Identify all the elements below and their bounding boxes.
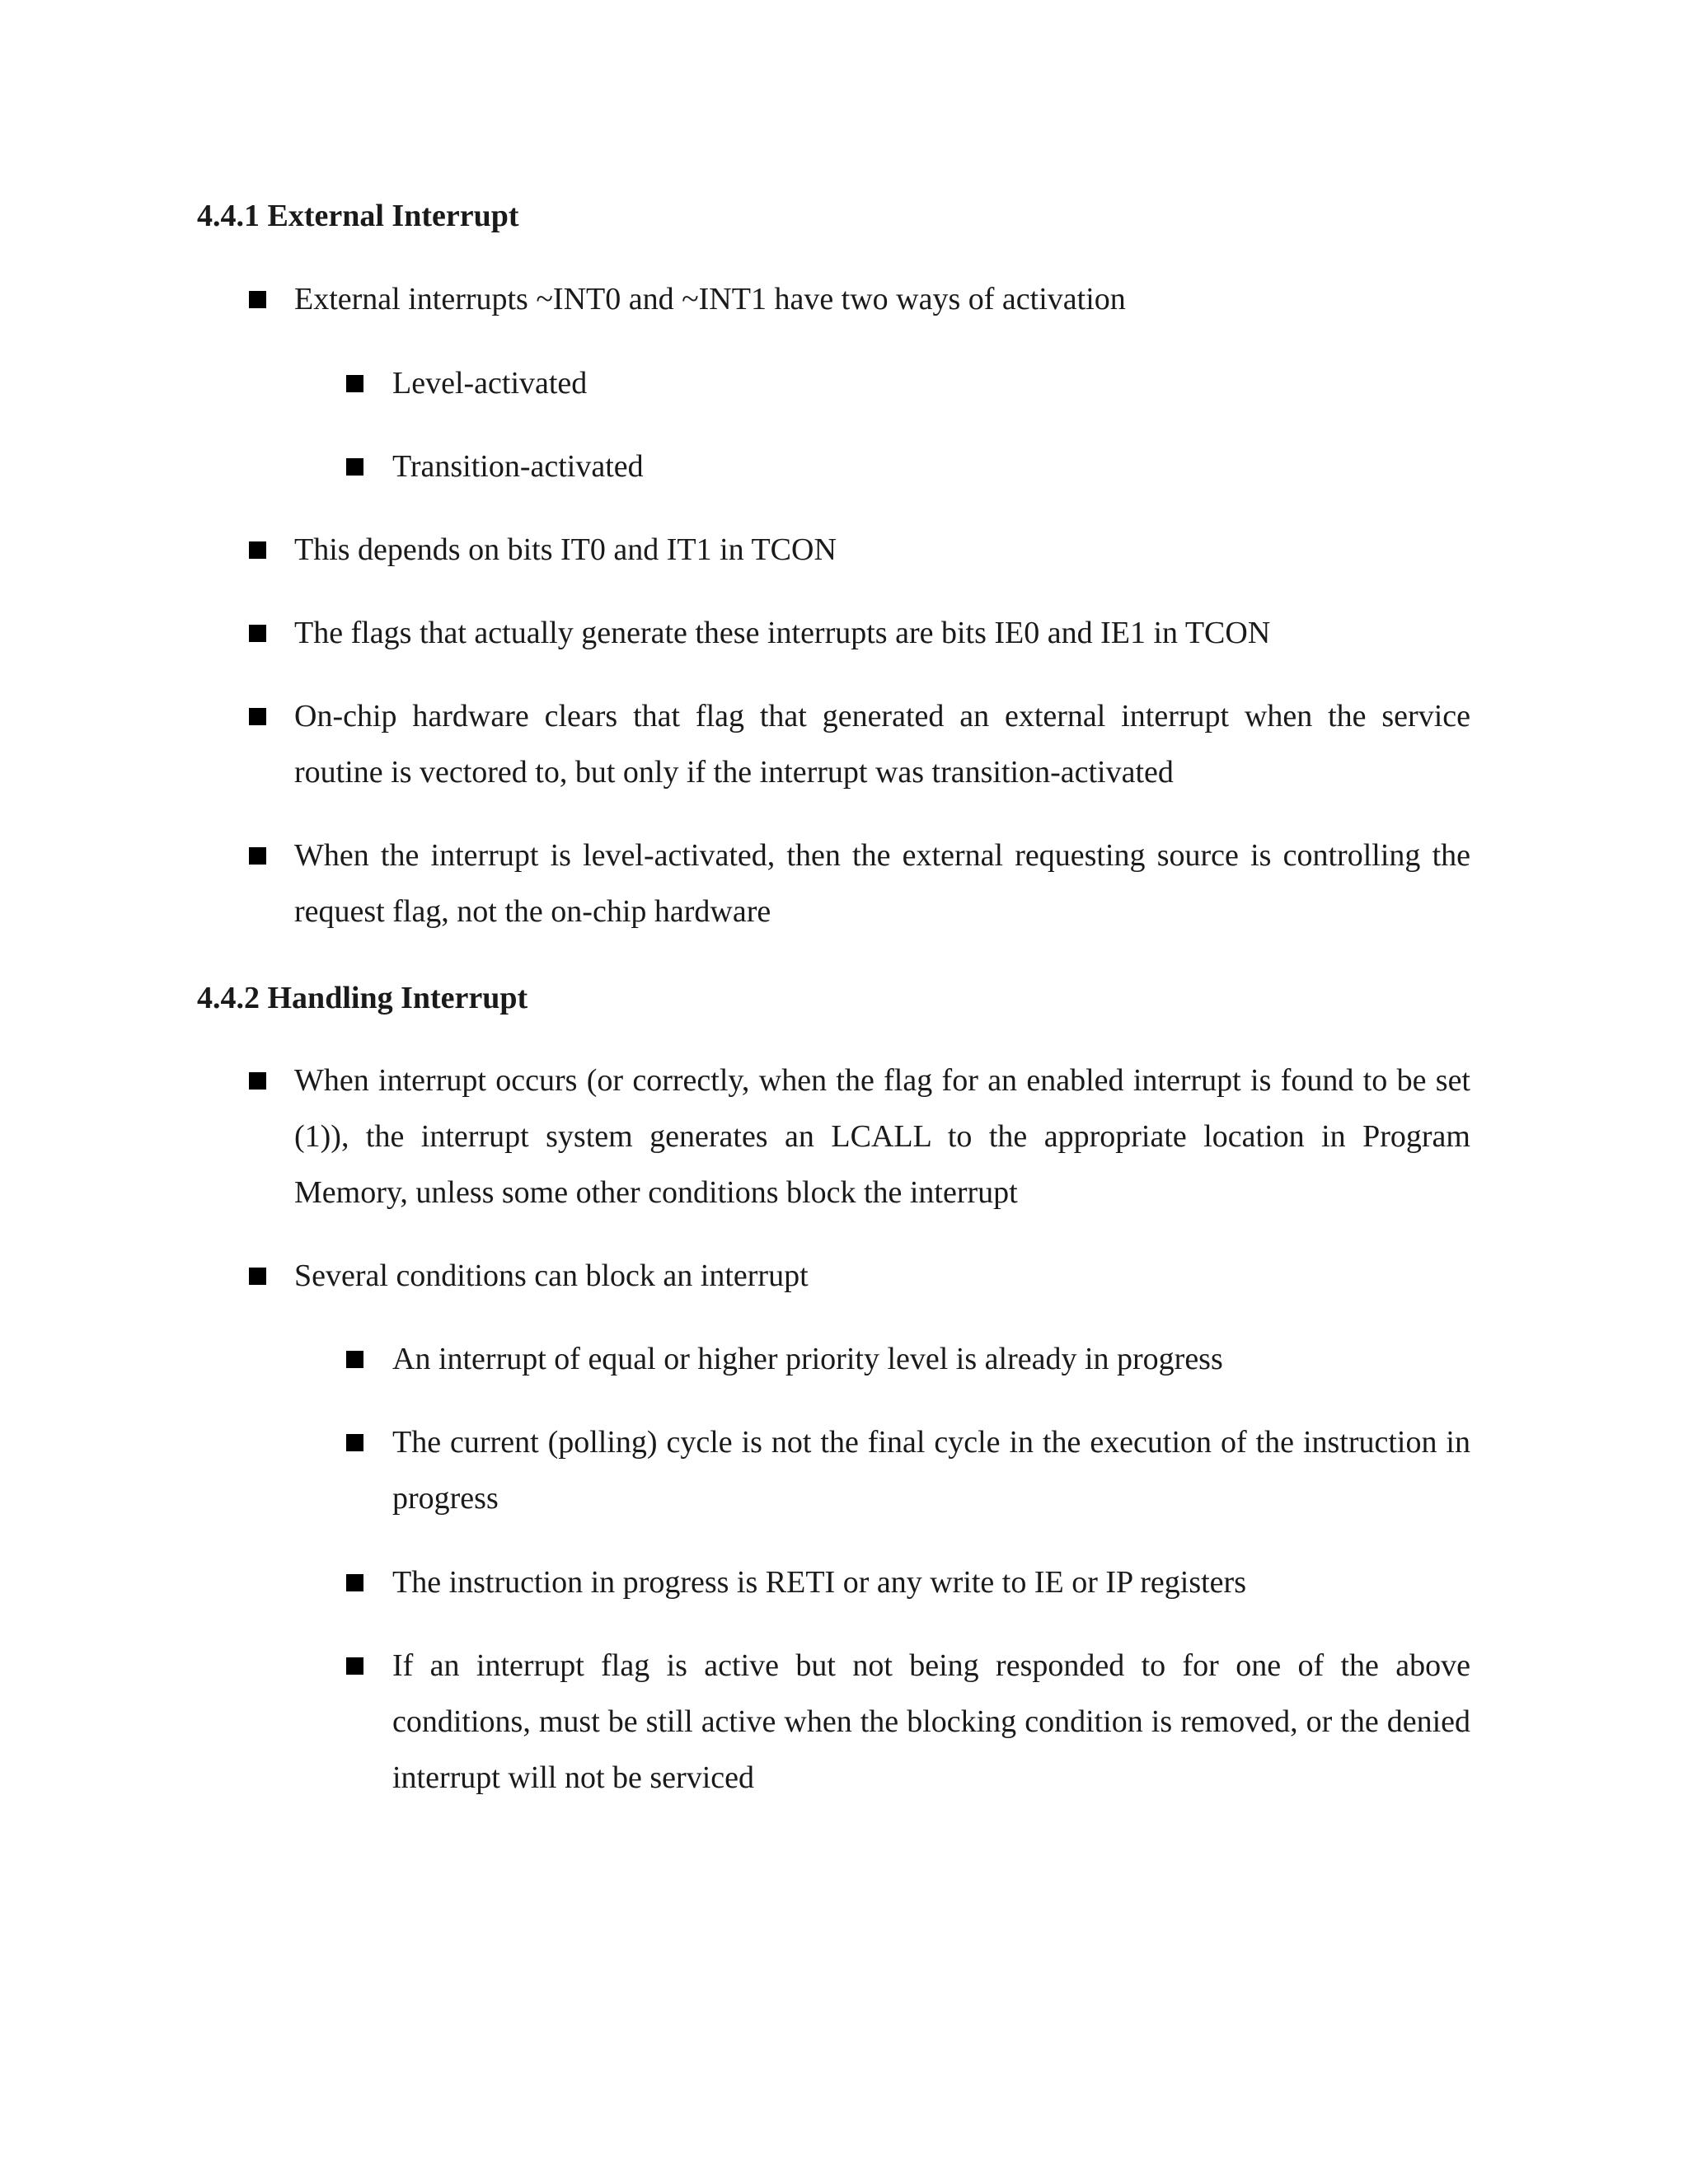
list-item-text: When interrupt occurs (or correctly, when the flag for an enabled interrupt is found to be set (1)), the interrupt system generates an LCALL to the appropriate location in Program Memory, unless some other conditions block the interrupt xyxy=(294,1063,1470,1210)
square-bullet-icon xyxy=(346,1574,363,1591)
list-item xyxy=(294,1248,1470,1304)
square-bullet-icon xyxy=(346,1434,363,1451)
list-item xyxy=(392,1414,1470,1526)
square-bullet-icon xyxy=(346,1657,363,1675)
list-item xyxy=(392,1638,1470,1806)
square-bullet-icon xyxy=(346,458,363,476)
square-bullet-icon xyxy=(346,1351,363,1368)
list-item xyxy=(294,522,1470,578)
list-item xyxy=(294,605,1470,661)
square-bullet-icon xyxy=(249,847,266,865)
list-item xyxy=(294,688,1470,800)
list-item xyxy=(392,1331,1470,1387)
list-item-text: An interrupt of equal or higher priority level is already in progress xyxy=(392,1342,1223,1376)
list-item-text: If an interrupt flag is active but not being responded to for one of the above conditions, must be still active when the blocking condition is removed, or the denied interrupt will not be serviced xyxy=(392,1648,1470,1795)
list-item-text: External interrupts ~INT0 and ~INT1 have two ways of activation xyxy=(294,282,1126,316)
list-item-text: Transition-activated xyxy=(392,449,644,484)
list-item-text: Level-activated xyxy=(392,366,588,401)
list-item-text: The current (polling) cycle is not the final cycle in the execution of the instruction in progress xyxy=(392,1425,1470,1516)
list-item xyxy=(392,1554,1470,1610)
square-bullet-icon xyxy=(249,1072,266,1090)
list-item-text: The instruction in progress is RETI or any write to IE or IP registers xyxy=(392,1565,1246,1600)
section-heading-external-interrupt: 4.4.1 External Interrupt xyxy=(197,199,519,233)
list-item-text: On-chip hardware clears that flag that generated an external interrupt when the service routine is vectored to, but only if the interrupt was transition-activated xyxy=(294,699,1470,790)
list-item xyxy=(294,271,1470,327)
list-item-text: When the interrupt is level-activated, then the external requesting source is controlling the request flag, not the on-chip hardware xyxy=(294,838,1470,929)
list-item-text: Several conditions can block an interrupt xyxy=(294,1258,809,1293)
square-bullet-icon xyxy=(249,708,266,725)
square-bullet-icon xyxy=(249,1268,266,1285)
list-item-text: This depends on bits IT0 and IT1 in TCON xyxy=(294,532,837,567)
list-item-text: The flags that actually generate these interrupts are bits IE0 and IE1 in TCON xyxy=(294,616,1271,650)
square-bullet-icon xyxy=(249,291,266,308)
section-heading-handling-interrupt: 4.4.2 Handling Interrupt xyxy=(197,981,528,1015)
square-bullet-icon xyxy=(346,375,363,392)
list-item xyxy=(392,355,1470,411)
square-bullet-icon xyxy=(249,625,266,642)
list-item xyxy=(294,827,1470,940)
list-item xyxy=(294,1052,1470,1221)
square-bullet-icon xyxy=(249,541,266,559)
list-item xyxy=(392,438,1470,494)
